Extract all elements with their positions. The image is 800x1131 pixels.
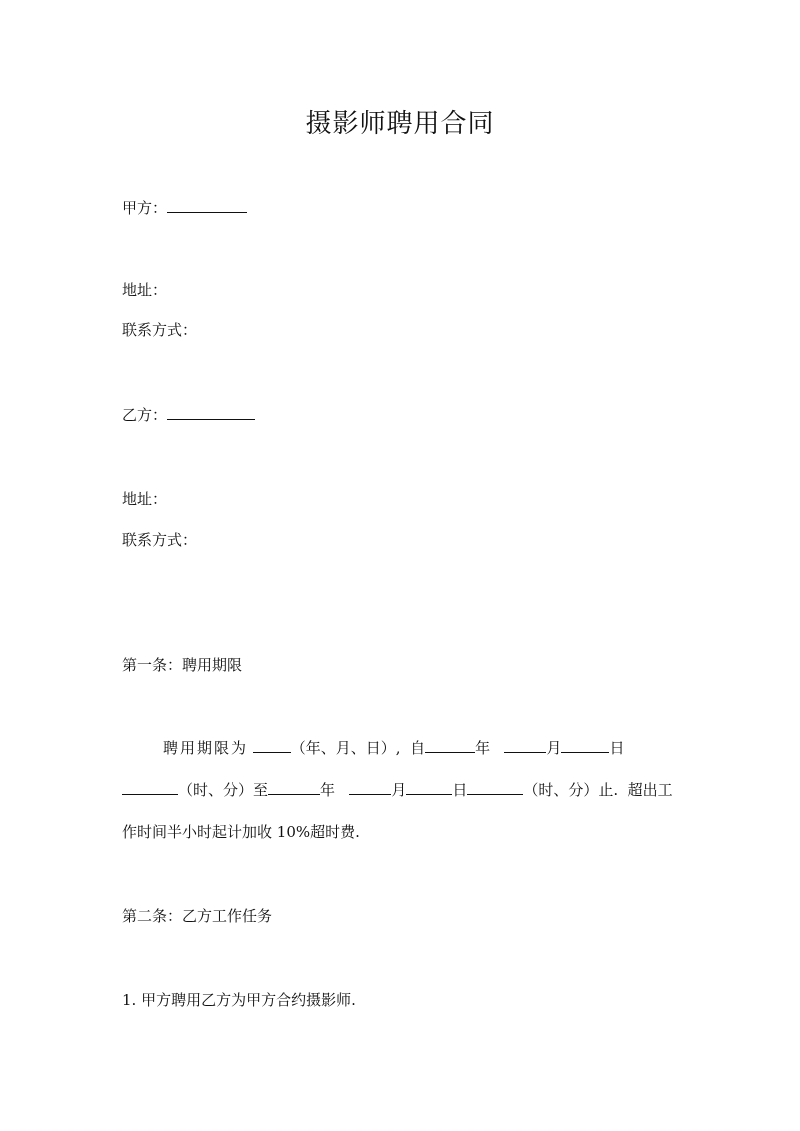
- end-day-text: 日: [452, 781, 468, 799]
- party-b-contact-label: 联系方式：: [122, 531, 198, 549]
- article-1-line-2: [122, 780, 673, 800]
- party-a-label: 甲方：: [122, 199, 168, 217]
- end-year-text: 年: [320, 781, 336, 799]
- month-text: 月: [546, 739, 562, 757]
- article-1-line-3: 作时间半小时起计加收 10%超时费.: [122, 823, 360, 841]
- end-day-blank: [406, 780, 452, 795]
- unit-text: （年、月、日）, 自: [290, 739, 426, 757]
- overtime-text: （时、分）止. 超出工: [523, 781, 673, 799]
- article-1-line-1: [163, 738, 624, 758]
- time-to-text: （时、分）至: [178, 781, 269, 799]
- party-b-name-blank: [167, 405, 255, 420]
- day-text: 日: [609, 739, 625, 757]
- end-time-blank: [467, 780, 523, 795]
- document-title: 摄影师聘用合同: [305, 109, 495, 139]
- party-b-line: [122, 405, 255, 425]
- party-b-label: 乙方：: [122, 406, 168, 424]
- start-day-blank: [561, 738, 609, 753]
- party-a-address-label: 地址：: [122, 281, 168, 299]
- end-month-text: 月: [391, 781, 407, 799]
- start-year-blank: [425, 738, 475, 753]
- end-year-blank: [268, 780, 320, 795]
- party-a-contact-label: 联系方式：: [122, 321, 198, 339]
- article-2-item-1: 1. 甲方聘用乙方为甲方合约摄影师.: [122, 991, 356, 1009]
- term-text: 聘用期限为: [163, 739, 249, 757]
- term-length-blank: [253, 738, 291, 753]
- start-month-blank: [504, 738, 546, 753]
- article-2-heading: 第二条：乙方工作任务: [122, 907, 273, 925]
- article-1-heading: 第一条：聘用期限: [122, 656, 243, 674]
- end-month-blank: [349, 780, 391, 795]
- party-b-address-label: 地址：: [122, 490, 168, 508]
- party-a-name-blank: [167, 198, 247, 213]
- party-a-line: [122, 198, 247, 218]
- year-text: 年: [475, 739, 491, 757]
- start-time-blank: [122, 780, 178, 795]
